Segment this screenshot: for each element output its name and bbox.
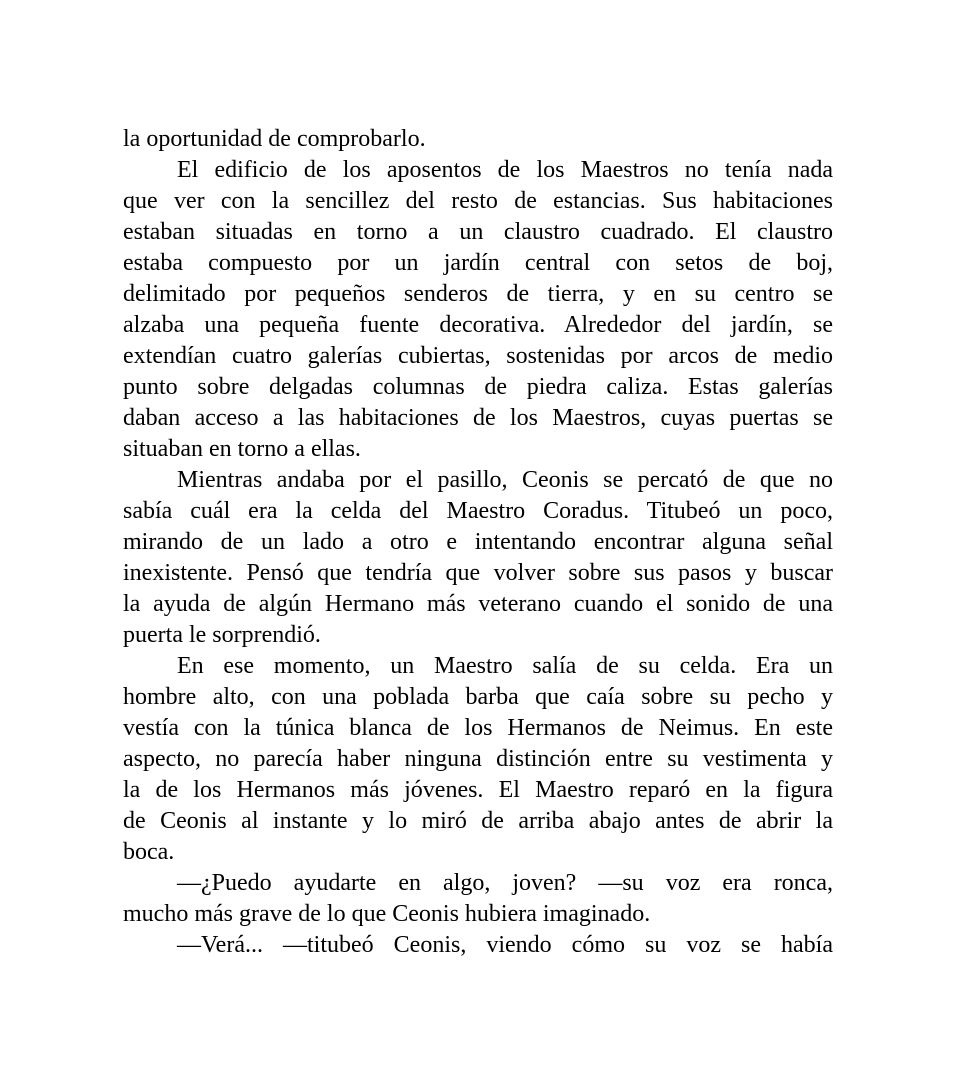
text-line: mirando de un lado a otro e intentando encontrar alguna señal: [123, 529, 833, 555]
paragraph: [123, 155, 833, 465]
text-line: aspecto, no parecía haber ninguna distinción entre su vestimenta y: [123, 746, 833, 772]
paragraph: [123, 465, 833, 651]
text-line: vestía con la túnica blanca de los Hermanos de Neimus. En este: [123, 715, 833, 741]
text-line: la de los Hermanos más jóvenes. El Maestro reparó en la figura: [123, 777, 833, 803]
text-line: daban acceso a las habitaciones de los Maestros, cuyas puertas se: [123, 405, 833, 431]
text-line: El edificio de los aposentos de los Maestros no tenía nada: [177, 157, 833, 183]
text-line: de Ceonis al instante y lo miró de arriba abajo antes de abrir la: [123, 808, 833, 834]
paragraph: [123, 651, 833, 868]
text-line: extendían cuatro galerías cubiertas, sostenidas por arcos de medio: [123, 343, 833, 369]
text-line: la oportunidad de comprobarlo.: [123, 126, 426, 152]
text-line: estaba compuesto por un jardín central con setos de boj,: [123, 250, 833, 276]
text-line: situaban en torno a ellas.: [123, 436, 361, 462]
text-line: la ayuda de algún Hermano más veterano cuando el sonido de una: [123, 591, 833, 617]
text-line: hombre alto, con una poblada barba que caía sobre su pecho y: [123, 684, 833, 710]
text-line: sabía cuál era la celda del Maestro Coradus. Titubeó un poco,: [123, 498, 833, 524]
text-line: inexistente. Pensó que tendría que volver sobre sus pasos y buscar: [123, 560, 833, 586]
text-line: alzaba una pequeña fuente decorativa. Alrededor del jardín, se: [123, 312, 833, 338]
text-line: boca.: [123, 839, 175, 865]
text-line: En ese momento, un Maestro salía de su celda. Era un: [177, 653, 833, 679]
paragraph: [123, 930, 833, 961]
text-line: punto sobre delgadas columnas de piedra caliza. Estas galerías: [123, 374, 833, 400]
text-line: mucho más grave de lo que Ceonis hubiera imaginado.: [123, 901, 651, 927]
text-line: —Verá... —titubeó Ceonis, viendo cómo su voz se había: [177, 932, 833, 958]
paragraph: [123, 124, 833, 155]
text-line: delimitado por pequeños senderos de tierra, y en su centro se: [123, 281, 833, 307]
text-line: que ver con la sencillez del resto de estancias. Sus habitaciones: [123, 188, 833, 214]
text-line: puerta le sorprendió.: [123, 622, 321, 648]
text-line: estaban situadas en torno a un claustro cuadrado. El claustro: [123, 219, 833, 245]
paragraph: [123, 868, 833, 930]
text-block: [123, 124, 833, 961]
text-line: Mientras andaba por el pasillo, Ceonis se percató de que no: [177, 467, 833, 493]
text-line: —¿Puedo ayudarte en algo, joven? —su voz era ronca,: [177, 870, 833, 896]
